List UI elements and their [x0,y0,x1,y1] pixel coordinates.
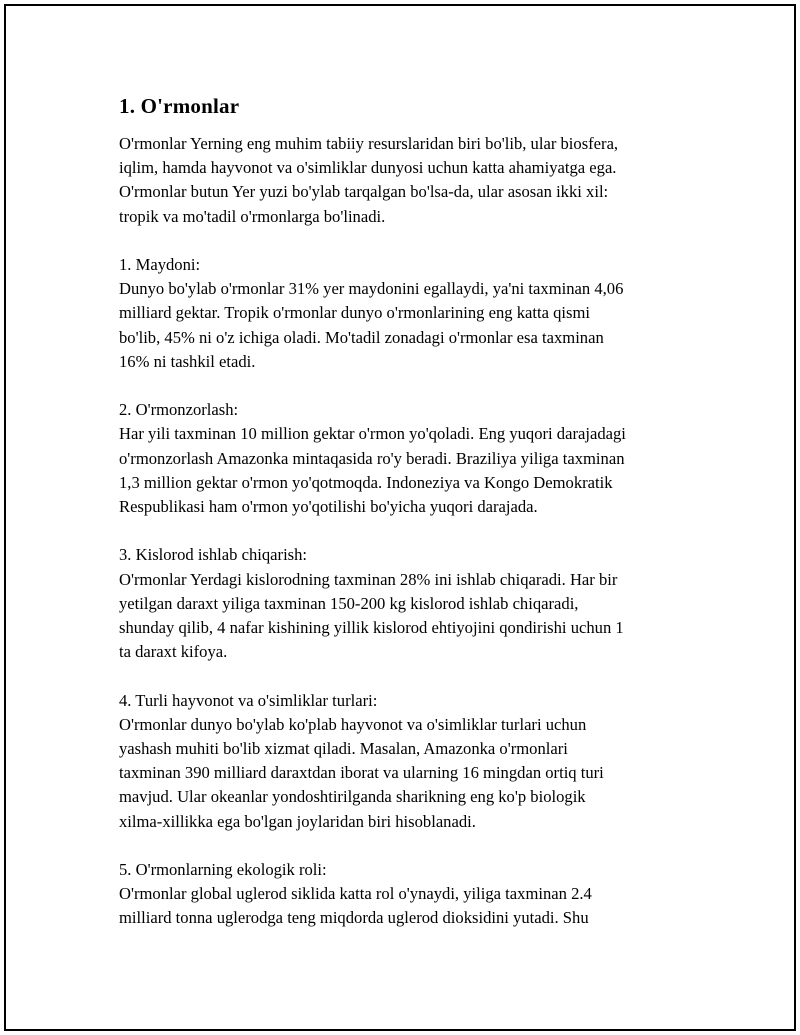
text-line: Dunyo bo'ylab o'rmonlar 31% yer maydonini egallaydi, ya'ni taxminan 4,06 [119,279,624,299]
text-line: O'rmonlar butun Yer yuzi bo'ylab tarqalgan bo'lsa-da, ular asosan ikki xil: [119,182,609,202]
section-heading: 2. O'rmonzorlash: [119,400,239,420]
text-line: xilma-xillikka ega bo'lgan joylaridan biri hisoblanadi. [119,811,476,831]
text-line: 16% ni tashkil etadi. [119,351,256,371]
paragraph-biodiversity [119,689,699,834]
section-heading: 4. Turli hayvonot va o'simliklar turlari: [119,690,378,710]
text-line: iqlim, hamda hayvonot va o'simliklar dunyosi uchun katta ahamiyatga ega. [119,158,617,178]
text-line: yashash muhiti bo'lib xizmat qiladi. Masalan, Amazonka o'rmonlari [119,739,568,759]
text-line: milliard gektar. Tropik o'rmonlar dunyo o'rmonlarining eng katta qismi [119,303,591,323]
document-title: 1. O'rmonlar [119,94,240,118]
text-line: yetilgan daraxt yiliga taxminan 150-200 kg kislorod ishlab chiqaradi, [119,593,579,613]
text-line: shunday qilib, 4 nafar kishining yillik kislorod ehtiyojini qondirishi uchun 1 [119,618,624,638]
text-line: taxminan 390 milliard daraxtdan iborat va ularning 16 mingdan ortiq turi [119,763,604,783]
text-line: milliard tonna uglerodga teng miqdorda uglerod dioksidini yutadi. Shu [119,908,589,928]
paragraph-intro [119,132,699,229]
text-line: O'rmonlar dunyo bo'ylab ko'plab hayvonot va o'simliklar turlari uchun [119,714,587,734]
text-line: Har yili taxminan 10 million gektar o'rmon yo'qoladi. Eng yuqori darajadagi [119,424,626,444]
text-line: bo'lib, 45% ni o'z ichiga oladi. Mo'tadil zonadagi o'rmonlar esa taxminan [119,327,604,347]
text-line: mavjud. Ular okeanlar yondoshtirilganda sharikning eng ko'p biologik [119,787,586,807]
text-line: tropik va mo'tadil o'rmonlarga bo'linadi. [119,206,386,226]
section-heading: 5. O'rmonlarning ekologik roli: [119,860,327,880]
paragraph-deforestation [119,398,699,519]
text-line: o'rmonzorlash Amazonka mintaqasida ro'y beradi. Braziliya yiliga taxminan [119,448,625,468]
text-line: O'rmonlar Yerning eng muhim tabiiy resurslaridan biri bo'lib, ular biosfera, [119,134,619,153]
text-line: O'rmonlar Yerdagi kislorodning taxminan 28% ini ishlab chiqaradi. Har bir [119,569,618,589]
text-line: O'rmonlar global uglerod siklida katta rol o'ynaydi, yiliga taxminan 2.4 [119,884,592,904]
section-heading: 3. Kislorod ishlab chiqarish: [119,545,308,565]
text-line: Respublikasi ham o'rmon yo'qotilishi bo'yicha yuqori darajada. [119,497,538,517]
document-page [4,4,796,1031]
paragraph-area [119,253,699,374]
paragraph-ecological-role [119,858,699,931]
paragraph-oxygen [119,543,699,664]
text-line: 1,3 million gektar o'rmon yo'qotmoqda. Indoneziya va Kongo Demokratik [119,472,613,492]
section-heading: 1. Maydoni: [119,255,201,274]
document-body [119,94,699,955]
text-line: ta daraxt kifoya. [119,642,228,662]
